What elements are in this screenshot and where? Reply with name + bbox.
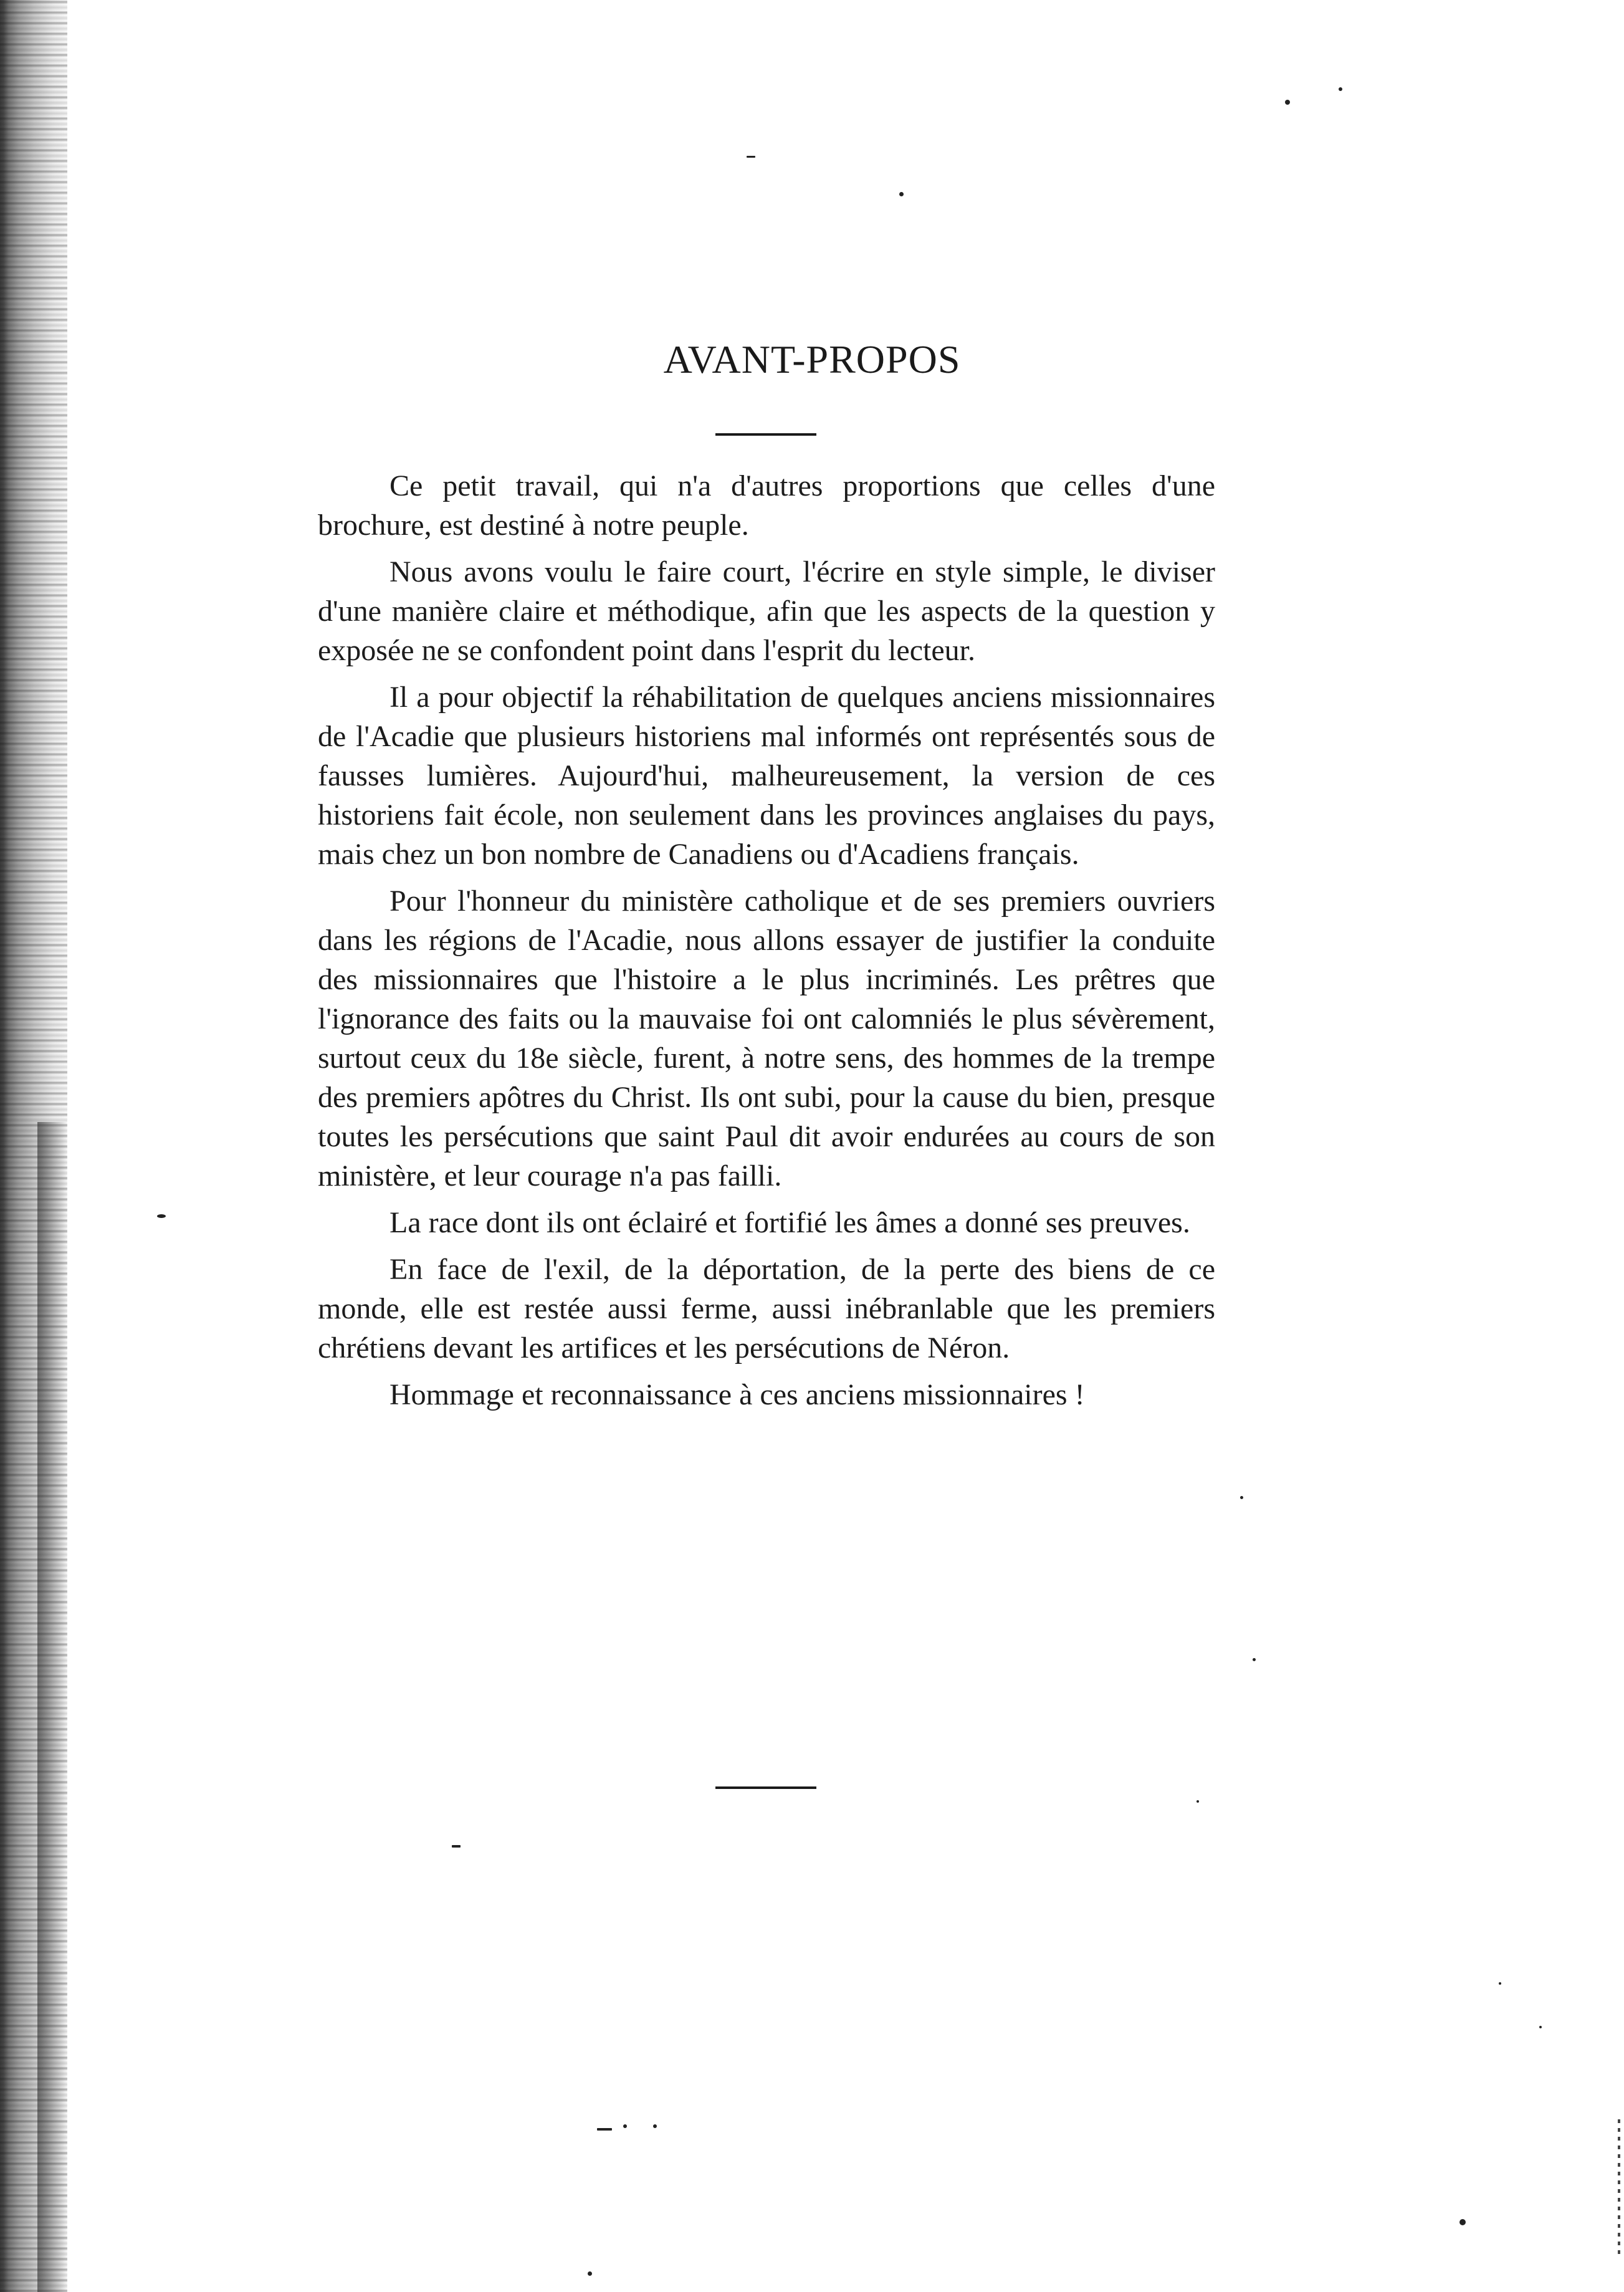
speck — [1339, 87, 1342, 91]
paragraph: Il a pour objectif la réhabilitation de quelques anciens missionnaires de l'Acadie que plusieurs historiens mal informés ont représentés sous de fausses lumières. Aujourd'hui, malheureusement, la version de ces historiens fait école, non seulement dans les provinces anglaises du pays, mais chez un bon nombre de Canadiens ou d'Acadiens français. — [318, 681, 1215, 871]
speck — [747, 156, 755, 158]
speck — [588, 2271, 592, 2276]
paragraph: Hommage et reconnaissance à ces anciens missionnaires ! — [389, 1378, 1085, 1411]
speck — [1240, 1496, 1243, 1499]
right-edge-mark — [1618, 2119, 1620, 2256]
speck — [653, 2124, 657, 2128]
speck — [899, 192, 904, 196]
paragraph: Nous avons voulu le faire court, l'écrire en style simple, le diviser d'une manière claire et méthodique, afin que les aspects de la question y exposée ne se confondent point dans l'esprit du lecteur. — [318, 555, 1215, 667]
paragraph: Ce petit travail, qui n'a d'autres proportions que celles d'une brochure, est destiné à notre peuple. — [318, 469, 1215, 542]
title-divider — [715, 433, 816, 436]
page-title: AVANT-PROPOS — [663, 337, 961, 381]
speck — [1539, 2026, 1542, 2028]
speck — [1499, 1982, 1501, 1985]
speck — [157, 1214, 166, 1218]
speck — [1459, 2219, 1466, 2225]
speck — [1253, 1658, 1256, 1661]
speck — [1285, 100, 1290, 105]
speck — [597, 2128, 612, 2131]
foreword-text — [318, 466, 1215, 1422]
paragraph: Pour l'honneur du ministère catholique et de ses premiers ouvriers dans les régions de l'Acadie, nous allons essayer de justifier la conduite des missionnaires que l'histoire a le plus incriminés. Les prêtres que l'ignorance des faits ou la mauvaise foi ont calomniés le plus sévèrement, surtout ceux du 18e siècle, furent, à notre sens, des hommes de la trempe des premiers apôtres du Christ. Ils ont subi, pour la cause du bien, presque toutes les persécutions que saint Paul dit avoir endurées au cours de son ministère, et leur courage n'a pas failli. — [318, 885, 1215, 1192]
paragraph: La race dont ils ont éclairé et fortifié les âmes a donné ses preuves. — [389, 1206, 1190, 1239]
end-divider — [715, 1786, 816, 1789]
paragraph: En face de l'exil, de la déportation, de la perte des biens de ce monde, elle est restée aussi ferme, aussi inébranlable que les premiers chrétiens devant les artifices et les persécutions de Néron. — [318, 1253, 1215, 1364]
speck — [452, 1845, 461, 1848]
speck — [623, 2124, 627, 2128]
speck — [1197, 1800, 1199, 1803]
